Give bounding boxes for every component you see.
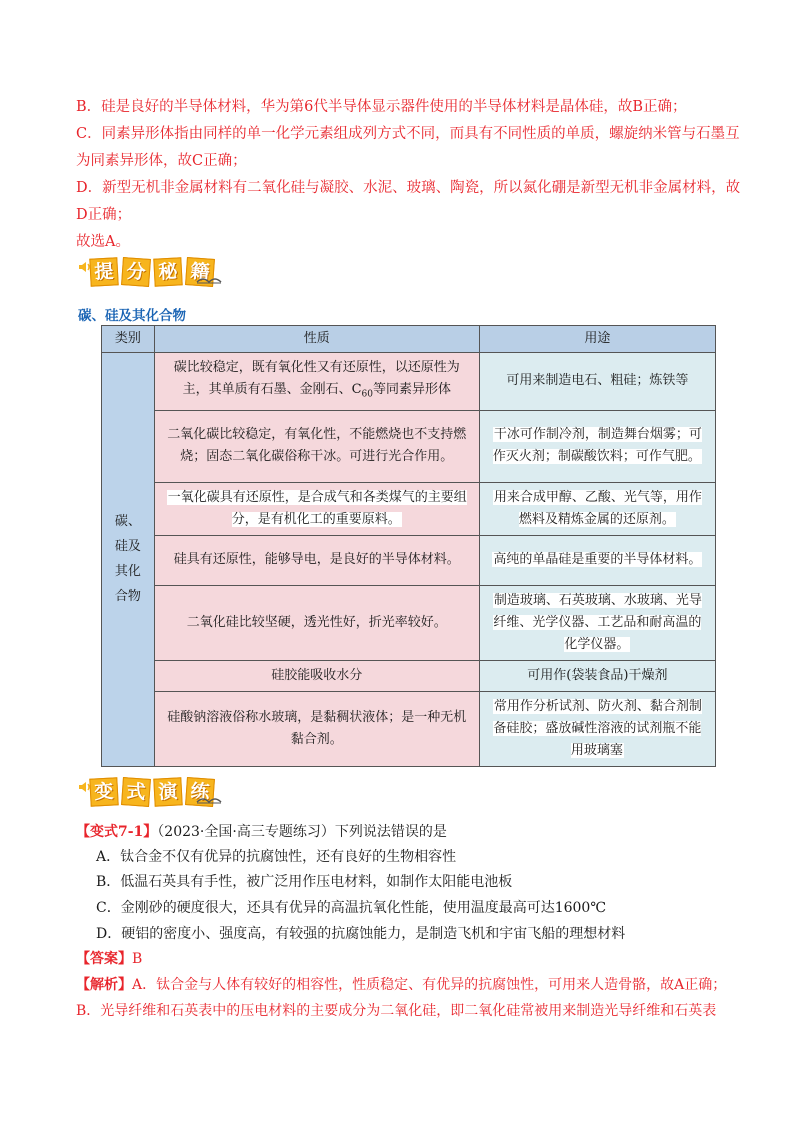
section-title: 碳、硅及其化合物 [78,308,186,324]
property-cell: 硅胶能吸收水分 [154,660,479,691]
question-tag: 【变式7-1】 [76,824,158,840]
explanation-conclusion: 故选A。 [76,234,130,250]
table-row [102,585,716,660]
table-header-row [102,326,716,353]
analysis-line-b: B．光导纤维和石英表中的压电材料的主要成分为二氧化硅，即二氧化硅常被用来制造光导纤维和石英表 [76,1003,717,1019]
property-cell: 二氧化硅比较坚硬，透光性好，折光率较好。 [154,585,479,660]
use-cell: 干冰可作制冷剂，制造舞台烟雾；可作灭火剂；制碳酸饮料；可作气肥。 [479,410,715,482]
explanation-line-c1: C．同素异形体指由同样的单一化学元素组成列方式不同，而具有不同性质的单质，螺旋纳米管与石墨互 [76,126,740,142]
table-row [102,691,716,766]
banner-char: 秘 [153,257,182,286]
property-cell: 硅酸钠溶液俗称水玻璃，是黏稠状液体；是一种无机黏合剂。 [154,691,479,766]
use-cell: 高纯的单晶硅是重要的半导体材料。 [479,535,715,585]
properties-table [101,325,716,767]
property-cell: 二氧化碳比较稳定，有氧化性，不能燃烧也不支持燃烧；固态二氧化碳俗称干冰。可进行光合作用。 [154,410,479,482]
banner-char: 演 [153,777,182,806]
question-stem [76,820,447,845]
banner-char: 提 [89,257,118,286]
use-cell: 可用来制造电石、粗硅；炼铁等 [479,353,715,411]
explanation-line-d2: D正确； [76,207,132,223]
answer-value: B [132,951,143,967]
book-icon [196,794,222,804]
use-cell: 制造玻璃、石英玻璃、水玻璃、光导纤维、光学仪器、工艺品和耐高温的化学仪器。 [479,585,715,660]
option-a: A．钛合金不仅有优异的抗腐蚀性，还有良好的生物相容性 [96,849,457,865]
table-row [102,410,716,482]
table-row [102,353,716,411]
analysis-line-a: 【解析】A．钛合金与人体有较好的相容性，性质稳定、有优异的抗腐蚀性，可用来人造骨骼，故A正确； [76,977,727,993]
explanation-line-b: B．硅是良好的半导体材料，华为第6代半导体显示器件使用的半导体材料是晶体硅，故B正确； [76,99,687,115]
property-cell: 硅具有还原性，能够导电，是良好的半导体材料。 [154,535,479,585]
property-cell: 一氧化碳具有还原性，是合成气和各类煤气的主要组分，是有机化工的重要原料。 [154,482,479,535]
book-icon [196,274,222,284]
option-d: D．硬铝的密度小、强度高，有较强的抗腐蚀能力，是制造飞机和宇宙飞船的理想材料 [96,926,626,942]
question-source: （2023·全国·高三专题练习）下列说法错误的是 [157,824,447,840]
banner-char: 式 [121,777,151,807]
use-cell: 常用作分析试剂、防火剂、黏合剂制备硅胶；盛放碱性溶液的试剂瓶不能用玻璃塞 [479,691,715,766]
option-b: B．低温石英具有手性，被广泛用作压电材料，如制作太阳能电池板 [96,874,513,890]
table-row [102,535,716,585]
answer-line [76,947,142,972]
property-cell: 碳比较稳定，既有氧化性又有还原性，以还原性为主，其单质有石墨、金刚石、$C_{60}$等同素异形体 [154,353,479,411]
use-cell: 用来合成甲醇、乙酸、光气等，用作燃料及精炼金属的还原剂。 [479,482,715,535]
banner-char: 练 [185,777,215,807]
analysis-tag: 【解析】 [76,977,132,993]
use-cell: 可用作(袋装食品)干燥剂 [479,660,715,691]
category-cell: 碳、 硅及 其化 合物 [102,353,155,767]
option-c: C．金刚砂的硬度很大，还具有优异的高温抗氧化性能，使用温度最高可达1600℃ [96,900,606,916]
banner-char: 变 [89,777,118,806]
banner-char: 分 [121,257,151,287]
header-property: 性质 [154,326,479,353]
answer-tag: 【答案】 [76,951,132,967]
header-category: 类别 [102,326,155,353]
header-use: 用途 [479,326,715,353]
table-row [102,482,716,535]
banner-char: 籍 [185,257,215,287]
explanation-line-d1: D．新型无机非金属材料有二氧化硅与凝胶、水泥、玻璃、陶瓷，所以氮化硼是新型无机非金属材料，故 [76,180,741,196]
explanation-line-c2: 为同素异形体，故C正确； [76,153,247,169]
table-row [102,660,716,691]
